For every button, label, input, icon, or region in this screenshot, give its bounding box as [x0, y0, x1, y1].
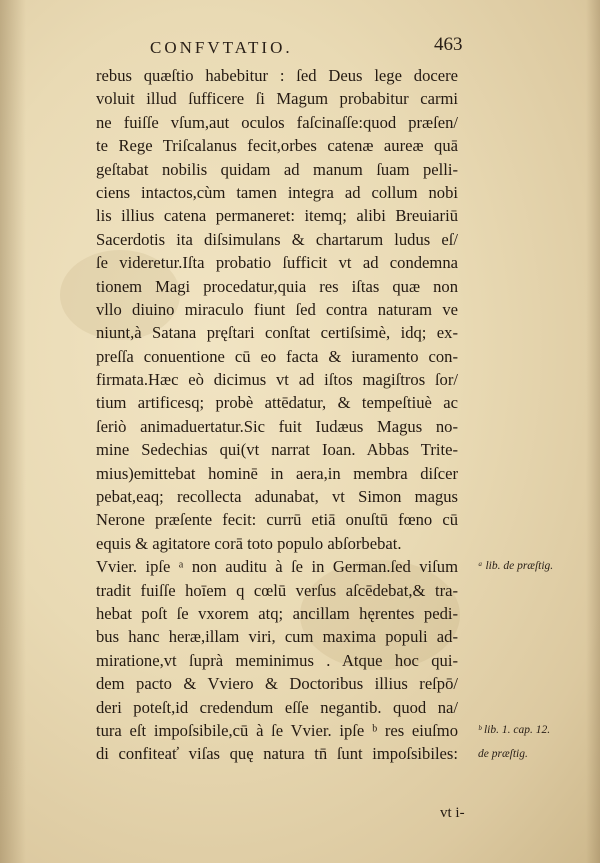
text-line: niunt,à Satana pręſtari conſtat certiſsimè, idq; ex- [96, 323, 458, 343]
text-line: Sacerdotis ita diſsimulans & chartarum ludus eſ/ [96, 229, 458, 249]
text-line: ſe videretur.Iſta probatio ſufficit vt ad condemna [96, 253, 458, 273]
text-line: tionem Magi procedatur,quia res iſtas quæ non [96, 276, 458, 296]
text-line: dem pacto & Vviero & Doctoribus illius reſpō/ [96, 674, 458, 694]
text-line: firmata.Hæc eò dicimus vt ad iſtos magiſtros ſor/ [96, 370, 458, 390]
text-line: ciens intactos,cùm tamen integra ad collum nobi [96, 182, 458, 202]
running-head: CONFVTATIO. [150, 38, 293, 57]
text-line: hebat poſt ſe vxorem atq; ancillam hęrentes pedi- [96, 603, 458, 623]
margin-note: ᵃ lib. de præſtig. [478, 560, 554, 573]
text-line: vllo diuino miraculo fiunt ſed contra naturam ve [96, 299, 458, 319]
margin-note: de præſtig. [478, 747, 528, 760]
text-line: Vvier. ipſe ᵃ non auditu à ſe in German.ſed viſum [96, 557, 458, 577]
text-line: Nerone præſente fecit: currū etiā onuſtū fœno cū [96, 510, 458, 530]
text-line: miratione,vt ſuprà meminimus . Atque hoc qui- [96, 650, 458, 670]
text-line: voluit illud ſufficere ſi Magum probabitur carmi [96, 89, 458, 109]
margin-note: ᵇ lib. 1. cap. 12. [478, 724, 551, 737]
text-line: tradit fuiſſe hoīem q cœlū verſus aſcēdebat,& tra- [96, 580, 458, 600]
page-number: 463 [434, 34, 463, 55]
body-text [96, 64, 458, 766]
text-line: mius)emittebat hominē in aera,in membra diſcer [96, 463, 458, 483]
text-line: ne fuiſſe vſum,aut oculos faſcinaſſe:quod præſen/ [96, 112, 458, 132]
text-line: ſeriò animaduertatur.Sic fuit Iudæus Magus no- [96, 416, 458, 436]
text-line: pebat,eaq; recollecta adunabat, vt Simon magus [96, 487, 458, 507]
text-line: lis illius catena permaneret: itemq; alibi Breuiariū [96, 206, 458, 226]
text-line: di confiteať viſas quę natura tn̄ ſunt impoſsibiles: [96, 744, 458, 764]
text-line: geſtabat nobilis quidam ad manum ſuam pelli- [96, 159, 458, 179]
text-line: mine Sedechias qui(vt narrat Ioan. Abbas Trite- [96, 440, 458, 460]
text-line: deri poteſt,id credendum eſſe negantib. quod na/ [96, 697, 458, 717]
text-line: tium artificesq; probè attēdatur, & tempeſtiuè ac [96, 393, 458, 413]
text-line: tura eſt impoſsibile,cū à ſe Vvier. ipſe ᵇ res eiuſmo [96, 720, 458, 740]
catchword: vt i- [440, 805, 465, 821]
text-line: rebus quæſtio habebitur : ſed Deus lege docere [96, 66, 458, 85]
text-line: bus hanc heræ,illam viri, cum maxima populi ad- [96, 627, 458, 647]
text-line: equis & agitatore corā toto populo abſorbebat. [96, 533, 402, 553]
text-line: preſſa conuentione cū eo facta & iuramento con- [96, 346, 458, 366]
text-line: te Rege Triſcalanus fecit,orbes catenæ aureæ quā [96, 136, 458, 156]
